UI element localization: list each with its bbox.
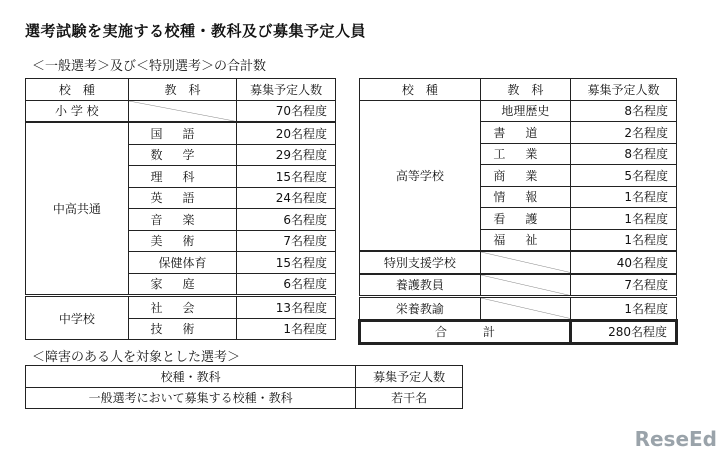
subject: 国語 bbox=[128, 122, 237, 144]
subject: 保健体育 bbox=[128, 252, 237, 274]
subject: 理科 bbox=[128, 166, 237, 188]
subject: 家庭 bbox=[128, 273, 237, 296]
count: 1名程度 bbox=[571, 186, 677, 208]
count: 2名程度 bbox=[571, 122, 677, 144]
subject: 情報 bbox=[480, 186, 570, 208]
subject: 美術 bbox=[128, 230, 237, 252]
count: 24名程度 bbox=[237, 187, 336, 209]
header-school: 校 種 bbox=[360, 79, 481, 101]
section-heading-disability: ＜障害のある人を対象とした選考＞ bbox=[32, 350, 241, 365]
count: 1名程度 bbox=[571, 229, 677, 251]
subject: 工業 bbox=[480, 143, 570, 165]
school-combined: 中高共通 bbox=[26, 122, 129, 296]
header-school: 校 種 bbox=[26, 79, 129, 101]
header-subject: 校種・教科 bbox=[26, 366, 356, 388]
empty-cell bbox=[128, 100, 237, 122]
count-elementary: 70名程度 bbox=[237, 100, 336, 122]
subject: 英語 bbox=[128, 187, 237, 209]
count: 15名程度 bbox=[237, 166, 336, 188]
count-nursing: 7名程度 bbox=[571, 274, 677, 297]
subject: 商業 bbox=[480, 165, 570, 187]
school-nutrition: 栄養教諭 bbox=[360, 297, 481, 321]
count-nutrition: 1名程度 bbox=[571, 297, 677, 321]
disability-table bbox=[25, 365, 463, 409]
header-count: 募集予定人数 bbox=[237, 79, 336, 101]
count: 20名程度 bbox=[237, 122, 336, 144]
count: 13名程度 bbox=[237, 296, 336, 319]
count: 8名程度 bbox=[571, 143, 677, 165]
subject: 地理歴史 bbox=[480, 100, 570, 122]
empty-cell bbox=[480, 274, 570, 297]
subject: 福祉 bbox=[480, 229, 570, 251]
school-special-support: 特別支援学校 bbox=[360, 251, 481, 274]
count: 8名程度 bbox=[571, 100, 677, 122]
disability-subject: 一般選考において募集する校種・教科 bbox=[26, 387, 356, 409]
left-table bbox=[25, 78, 336, 340]
empty-cell bbox=[480, 251, 570, 274]
section-heading-general: ＜一般選考＞及び＜特別選考＞の合計数 bbox=[32, 59, 267, 74]
school-junior: 中学校 bbox=[26, 296, 129, 340]
school-nursing: 養護教員 bbox=[360, 274, 481, 297]
count-special-support: 40名程度 bbox=[571, 251, 677, 274]
count: 7名程度 bbox=[237, 230, 336, 252]
subject: 看護 bbox=[480, 208, 570, 230]
header-count: 募集予定人数 bbox=[356, 366, 463, 388]
right-table bbox=[358, 78, 678, 345]
empty-cell bbox=[480, 297, 570, 321]
total-label: 合 計 bbox=[360, 320, 571, 344]
subject: 技術 bbox=[128, 318, 237, 340]
subject: 社会 bbox=[128, 296, 237, 319]
page-title: 選考試験を実施する校種・教科及び募集予定人員 bbox=[25, 22, 367, 40]
count: 29名程度 bbox=[237, 144, 336, 166]
count: 5名程度 bbox=[571, 165, 677, 187]
subject: 音楽 bbox=[128, 209, 237, 231]
count: 6名程度 bbox=[237, 209, 336, 231]
disability-count: 若干名 bbox=[356, 387, 463, 409]
count: 1名程度 bbox=[237, 318, 336, 340]
subject: 数学 bbox=[128, 144, 237, 166]
count: 15名程度 bbox=[237, 252, 336, 274]
school-high: 高等学校 bbox=[360, 100, 481, 251]
school-elementary: 小 学 校 bbox=[26, 100, 129, 122]
count: 6名程度 bbox=[237, 273, 336, 296]
header-subject: 教 科 bbox=[480, 79, 570, 101]
resemom-logo: ReseEd bbox=[634, 427, 717, 451]
header-count: 募集予定人数 bbox=[571, 79, 677, 101]
total-count: 280名程度 bbox=[571, 320, 677, 344]
subject: 書道 bbox=[480, 122, 570, 144]
header-subject: 教 科 bbox=[128, 79, 237, 101]
count: 1名程度 bbox=[571, 208, 677, 230]
